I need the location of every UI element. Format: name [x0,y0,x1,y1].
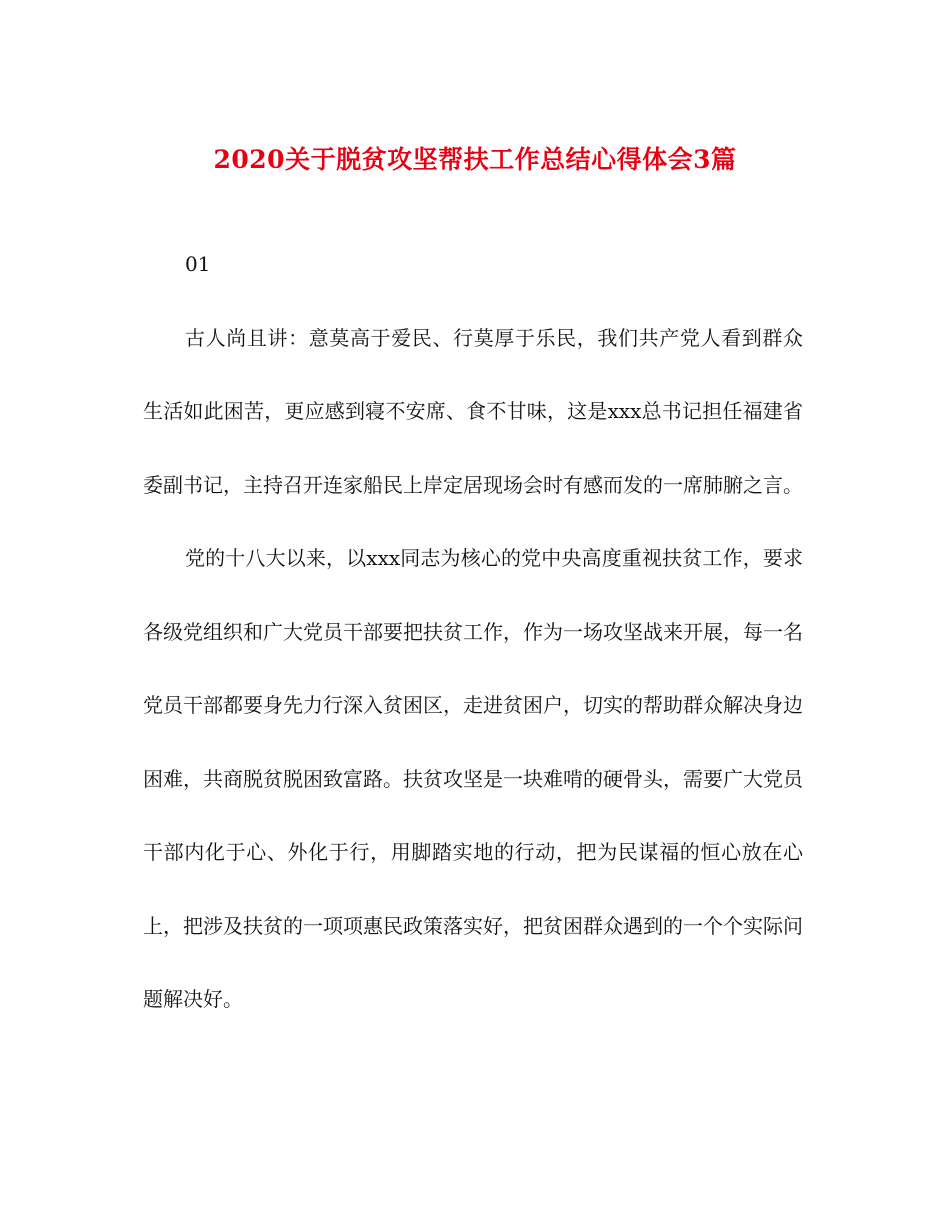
document-title: 2020关于脱贫攻坚帮扶工作总结心得体会3篇 [213,145,737,174]
document-body [143,228,803,1037]
section-number: 01 [185,252,211,276]
paragraph-1: 古人尚且讲：意莫高于爱民、行莫厚于乐民，我们共产党人看到群众生活如此困苦，更应感到寝不安席、食不甘味，这是xxx总书记担任福建省委副书记，主持召开连家船民上岸定居现场会时有感而发的一席肺腑之言。 [143,325,803,497]
paragraph-2: 党的十八大以来，以xxx同志为核心的党中央高度重视扶贫工作，要求各级党组织和广大党员干部要把扶贫工作，作为一场攻坚战来开展，每一名党员干部都要身先力行深入贫困区，走进贫困户，切实的帮助群众解决身边困难，共商脱贫脱困致富路。扶贫攻坚是一块难啃的硬骨头，需要广大党员干部内化于心、外化于行，用脚踏实地的行动，把为民谋福的恒心放在心上，把涉及扶贫的一项项惠民政策落实好，把贫困群众遇到的一个个实际问题解决好。 [143,546,803,1011]
